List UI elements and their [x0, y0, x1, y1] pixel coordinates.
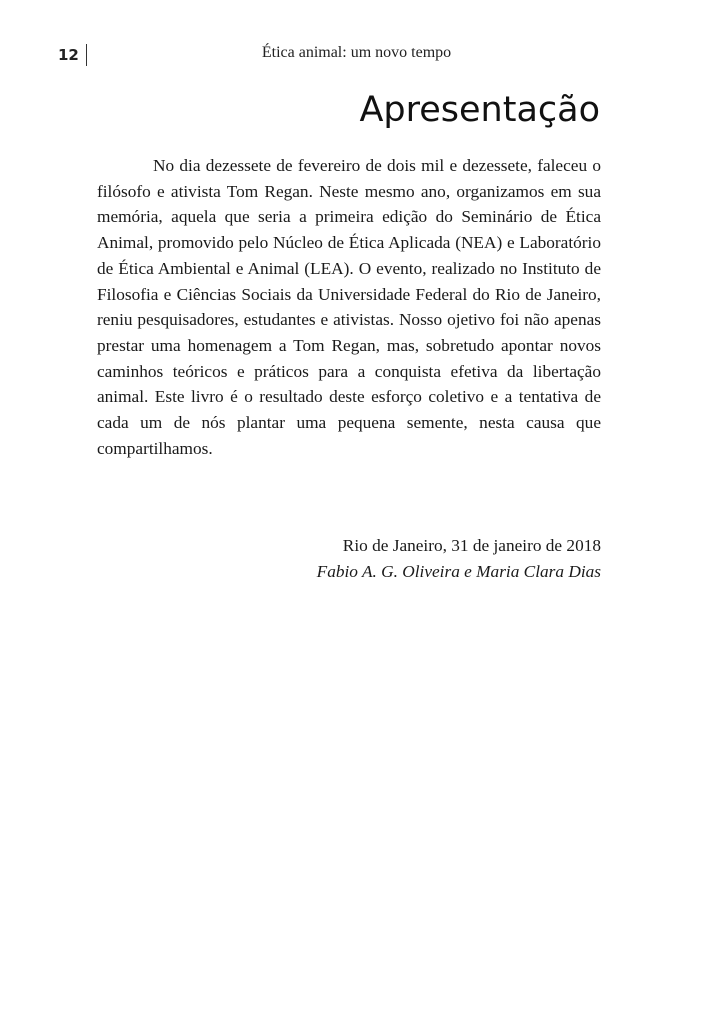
running-header: Ética animal: um novo tempo [261, 44, 452, 61]
signature-place-date: Rio de Janeiro, 31 de janeiro de 2018 [342, 536, 601, 555]
body-paragraph: No dia dezessete de fevereiro de dois mil e dezessete, faleceu o filósofo e ativista Tom Regan. Neste mesmo ano, organizamos em sua memória, aquela que seria a primeira edição do Seminário de Ética Animal, promovido pelo Núcleo de Ética Aplicada (NEA) e Laboratório de Ética Ambiental e Animal (LEA). O evento, realizado no Instituto de Filosofia e Ciências Sociais da Universidade Federal do Rio de Janeiro, reniu pesquisadores, estudantes e ativistas. Nosso ojetivo foi não apenas prestar uma homenagem a Tom Regan, mas, sobretudo apontar novos caminhos teóricos e práticos para a conquista efetiva da libertação animal. Este livro é o resultado deste esforço coletivo e a tentativa de cada um de nós plantar uma pequena semente, nesta causa que compartilhamos. [97, 156, 601, 458]
section-title: Apresentação [359, 90, 600, 130]
signature-authors: Fabio A. G. Oliveira e Maria Clara Dias [316, 562, 601, 581]
page-number: 12 [58, 44, 87, 66]
